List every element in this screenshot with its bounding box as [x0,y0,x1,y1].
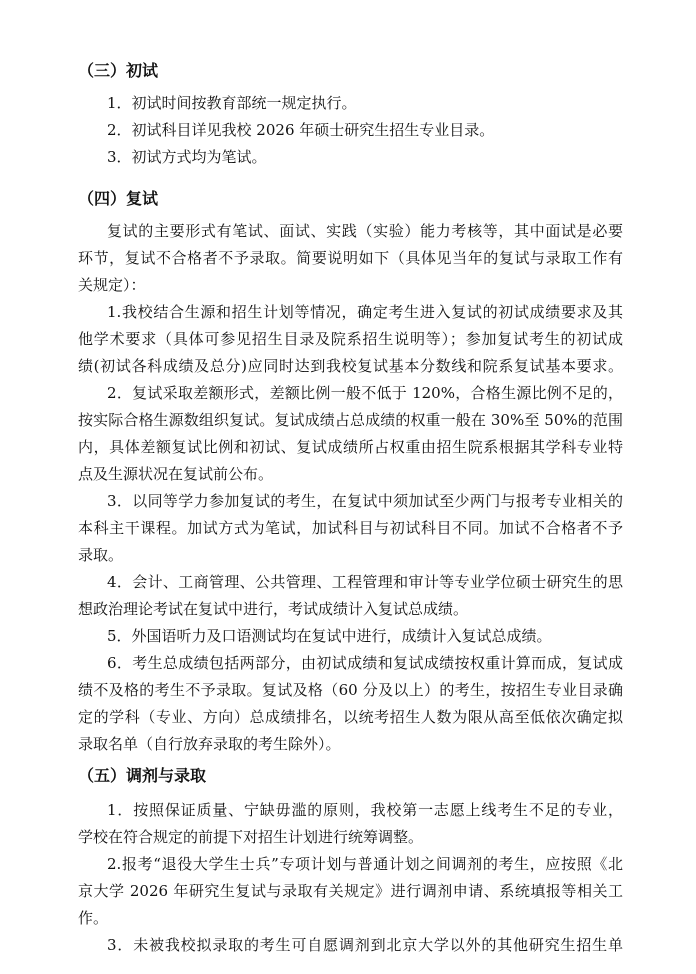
list-item: 2．初试科目详见我校 2026 年硕士研究生招生专业目录。 [107,121,495,139]
paragraph-line: 4．会计、工商管理、公共管理、工程管理和审计等专业学位硕士研究生的思 [107,573,623,591]
paragraph-line: 3．未被我校拟录取的考生可自愿调剂到北京大学以外的其他研究生招生单 [107,936,623,954]
paragraph-line: 1．按照保证质量、宁缺毋滥的原则，我校第一志愿上线考生不足的专业， [107,801,623,819]
paragraph-line: 录取。 [78,546,124,564]
section-heading-adjustment-admission: （五）调剂与录取 [78,766,207,785]
section-heading-retest: （四）复试 [78,189,159,208]
paragraph-line: 想政治理论考试在复试中进行，考试成绩计入复试总成绩。 [78,600,469,618]
paragraph-line: 3．以同等学力参加复试的考生，在复试中须加试至少两门与报考专业相关的 [107,492,623,510]
paragraph-line: 环节，复试不合格者不予录取。简要说明如下（具体见当年的复试与录取工作有 [78,249,623,267]
paragraph-line: 2．复试采取差额形式，差额比例一般不低于 120%，合格生源比例不足的， [107,384,623,402]
paragraph-line: 学校在符合规定的前提下对招生计划进行统筹调整。 [78,828,424,846]
paragraph-line: 定的学科（专业、方向）总成绩排名，以统考招生人数为限从高至低依次确定拟 [78,708,623,726]
paragraph-line: 复试的主要形式有笔试、面试、实践（实验）能力考核等，其中面试是必要 [107,222,623,240]
paragraph-line: 2.报考“退役大学生士兵”专项计划与普通计划之间调剂的考生，应按照《北 [107,855,623,873]
paragraph-line: 1.我校结合生源和招生计划等情况，确定考生进入复试的初试成绩要求及其 [107,303,623,321]
paragraph-line: 5．外国语听力及口语测试均在复试中进行，成绩计入复试总成绩。 [107,627,552,645]
paragraph-line: 京大学 2026 年研究生复试与录取有关规定》进行调剂申请、系统填报等相关工 [78,882,623,900]
paragraph-line: 关规定）： [78,276,146,294]
list-item: 3．初试方式均为笔试。 [107,148,267,166]
paragraph-line: 绩(初试各科成绩及总分)应同时达到我校复试基本分数线和院系复试基本要求。 [78,357,623,375]
section-heading-preliminary-exam: （三）初试 [78,61,159,80]
paragraph-line: 点及生源状况在复试前公布。 [78,465,274,483]
paragraph-line: 他学术要求（具体可参见招生目录及院系招生说明等）；参加复试考生的初试成 [78,330,623,348]
paragraph-line: 6．考生总成绩包括两部分，由初试成绩和复试成绩按权重计算而成，复试成 [107,654,623,672]
paragraph-line: 作。 [78,909,109,927]
paragraph-line: 本科主干课程。加试方式为笔试，加试科目与初试科目不同。加试不合格者不予 [78,519,623,537]
list-item: 1．初试时间按教育部统一规定执行。 [107,94,357,112]
paragraph-line: 按实际合格生源数组织复试。复试成绩占总成绩的权重一般在 30%至 50%的范围 [78,411,623,429]
paragraph-line: 录取名单（自行放弃录取的考生除外）。 [78,735,341,753]
paragraph-line: 绩不及格的考生不予录取。复试及格（60 分及以上）的考生，按招生专业目录确 [78,681,623,699]
paragraph-line: 内，具体差额复试比例和初试、复试成绩所占权重由招生院系根据其学科专业特 [78,438,623,456]
